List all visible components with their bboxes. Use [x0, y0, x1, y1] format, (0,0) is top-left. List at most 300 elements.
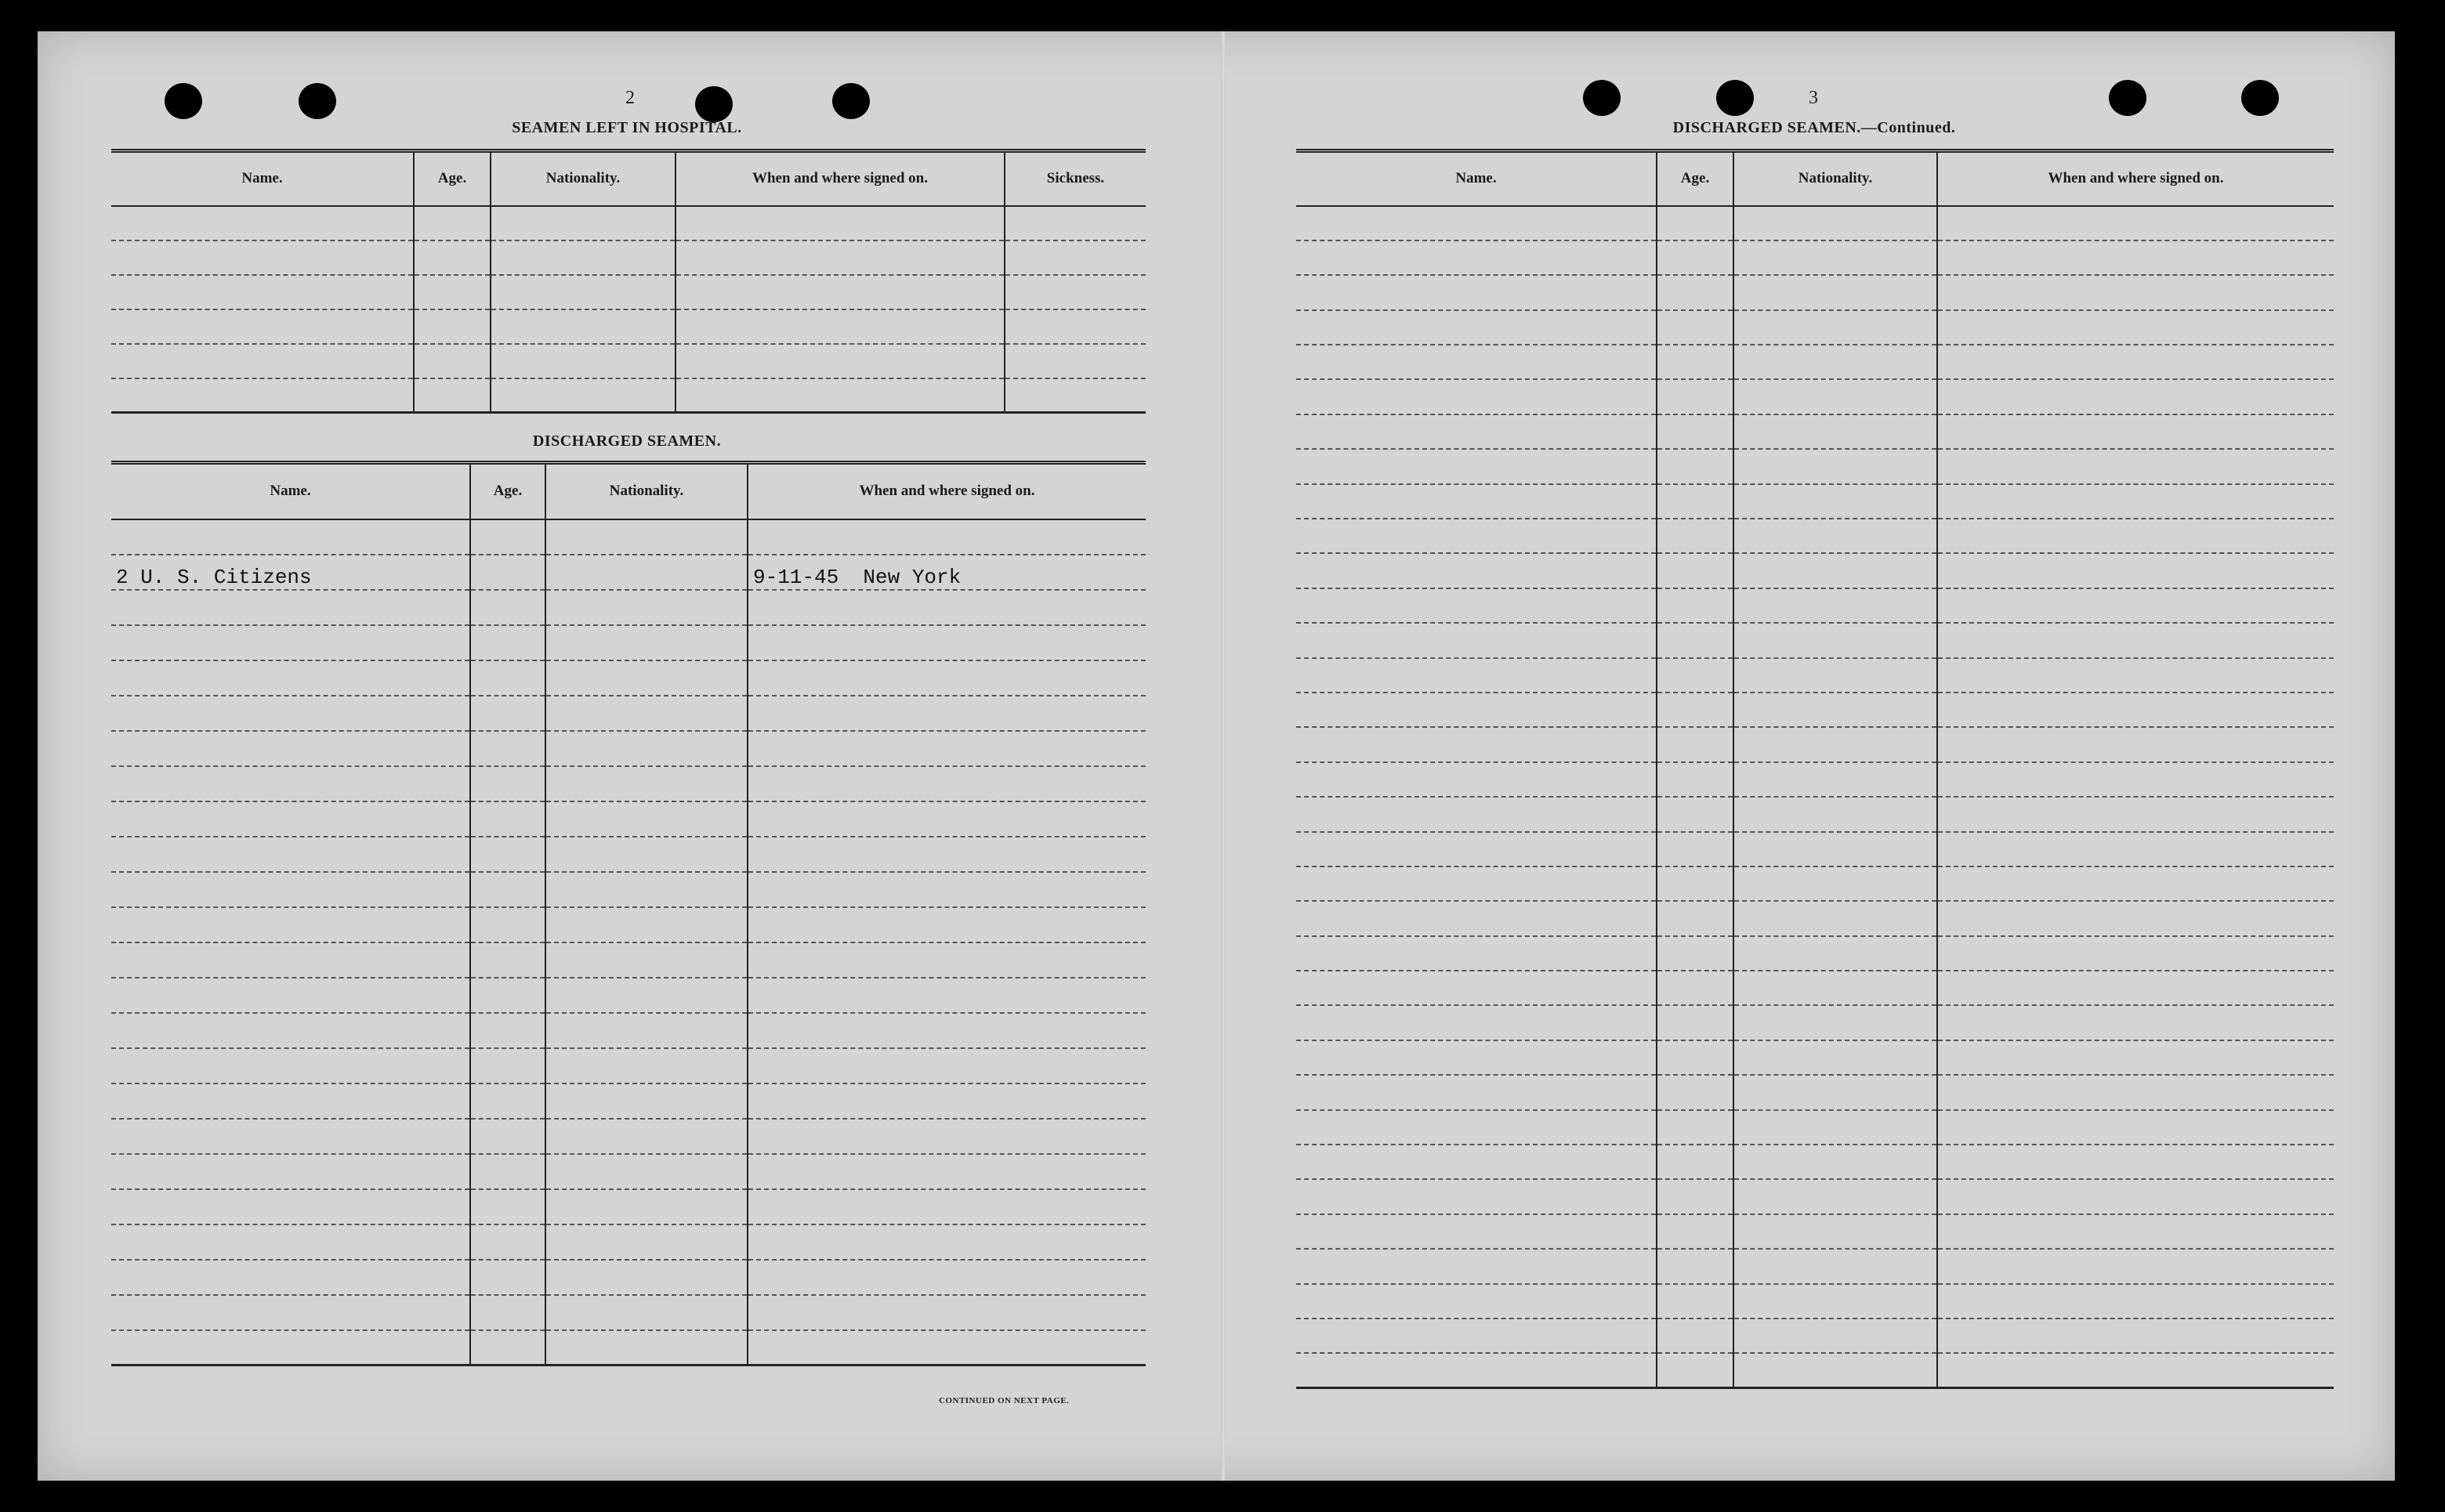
table-row	[1296, 1284, 2334, 1318]
table-cell	[545, 731, 748, 766]
column-header: When and where signed on.	[676, 151, 1005, 206]
table-cell	[414, 309, 491, 344]
table-cell	[545, 907, 748, 942]
table-cell	[1657, 1179, 1733, 1214]
table-cell	[1937, 1353, 2334, 1387]
table-cell	[1733, 1284, 1937, 1318]
table-cell	[748, 1119, 1146, 1154]
table-cell	[1005, 275, 1146, 309]
table-row	[1296, 379, 2334, 414]
table-row	[1296, 1075, 2334, 1109]
table-cell	[470, 766, 545, 801]
table-cell	[1296, 623, 1657, 657]
table-cell	[1937, 1110, 2334, 1145]
table-cell	[470, 1330, 545, 1366]
table-cell	[748, 942, 1146, 978]
table-cell	[545, 978, 748, 1013]
table-cell	[1733, 623, 1937, 657]
table-row	[1296, 658, 2334, 693]
table-cell	[1937, 1284, 2334, 1318]
table-cell	[748, 1013, 1146, 1048]
hospital-section-title: SEAMEN LEFT IN HOSPITAL.	[512, 119, 742, 136]
table-cell: 9-11-45 New York	[748, 555, 1146, 590]
table-cell	[470, 1189, 545, 1224]
punch-hole	[299, 83, 336, 119]
table-cell	[111, 309, 414, 344]
table-row	[1296, 762, 2334, 797]
table-cell	[1296, 588, 1657, 623]
table-cell	[1296, 971, 1657, 1005]
table-row	[111, 625, 1146, 660]
table-cell	[1657, 658, 1733, 693]
column-header: Nationality.	[491, 151, 676, 206]
column-header: Age.	[1657, 151, 1733, 206]
table-cell	[111, 1330, 470, 1366]
table-cell	[1657, 1040, 1733, 1075]
table-cell	[1733, 310, 1937, 345]
table-cell	[1657, 797, 1733, 831]
punch-hole	[2241, 80, 2279, 116]
table-cell	[1657, 727, 1733, 761]
table-row	[111, 942, 1146, 978]
column-header: Name.	[111, 463, 470, 519]
table-cell	[491, 241, 676, 275]
table-row	[1296, 345, 2334, 379]
table-cell	[111, 907, 470, 942]
table-cell	[545, 1224, 748, 1260]
table-cell	[1937, 762, 2334, 797]
punch-hole	[1716, 80, 1754, 116]
table-row	[1296, 449, 2334, 483]
table-cell	[1937, 519, 2334, 553]
table-cell	[111, 1260, 470, 1295]
table-row	[111, 801, 1146, 837]
table-cell	[111, 625, 470, 660]
column-header: When and where signed on.	[748, 463, 1146, 519]
table-cell	[748, 907, 1146, 942]
table-cell	[1296, 241, 1657, 275]
table-cell	[1005, 309, 1146, 344]
table-cell	[111, 660, 470, 696]
table-cell	[545, 1013, 748, 1048]
table-cell	[1296, 310, 1657, 345]
table-row	[111, 1260, 1146, 1295]
table-cell	[111, 731, 470, 766]
column-header: Age.	[414, 151, 491, 206]
table-cell	[545, 625, 748, 660]
table-row	[1296, 693, 2334, 727]
table-cell	[1657, 345, 1733, 379]
table-cell	[1657, 1214, 1733, 1249]
table-cell	[1937, 1145, 2334, 1179]
table-cell	[1937, 553, 2334, 588]
table-row	[1296, 1005, 2334, 1040]
table-cell	[1296, 1214, 1657, 1249]
punch-hole	[165, 83, 202, 119]
table-row	[1296, 553, 2334, 588]
table-cell	[470, 731, 545, 766]
table-row	[111, 555, 1146, 590]
table-cell	[470, 1083, 545, 1119]
table-cell	[748, 1189, 1146, 1224]
table-cell	[1296, 379, 1657, 414]
table-cell	[1937, 484, 2334, 519]
table-cell	[414, 241, 491, 275]
table-cell	[1937, 1249, 2334, 1283]
column-header: When and where signed on.	[1937, 151, 2334, 206]
table-cell	[1733, 519, 1937, 553]
table-cell	[470, 519, 545, 555]
table-cell	[748, 1048, 1146, 1083]
table-cell	[470, 660, 545, 696]
table-cell	[1733, 345, 1937, 379]
table-cell	[1937, 379, 2334, 414]
table-row	[1296, 1214, 2334, 1249]
table-cell	[1937, 588, 2334, 623]
table-cell	[545, 766, 748, 801]
table-row	[1296, 484, 2334, 519]
table-cell	[1937, 345, 2334, 379]
table-row	[1296, 797, 2334, 831]
table-cell	[1937, 727, 2334, 761]
table-cell	[1296, 519, 1657, 553]
table-cell	[1657, 588, 1733, 623]
table-cell	[1937, 449, 2334, 483]
table-cell	[1296, 1284, 1657, 1318]
table-row	[111, 837, 1146, 872]
table-cell	[470, 1154, 545, 1189]
table-cell	[111, 1013, 470, 1048]
table-cell	[1937, 901, 2334, 935]
page-number-left: 2	[625, 88, 635, 108]
table-cell	[111, 206, 414, 241]
table-cell	[1733, 1005, 1937, 1040]
table-cell	[111, 801, 470, 837]
table-cell	[491, 275, 676, 309]
table-cell	[414, 378, 491, 413]
table-cell	[1657, 971, 1733, 1005]
table-cell	[1657, 1318, 1733, 1353]
table-row	[1296, 901, 2334, 935]
table-cell	[1296, 901, 1657, 935]
table-cell	[1296, 1353, 1657, 1387]
table-cell	[1296, 1179, 1657, 1214]
discharged-continued-title: DISCHARGED SEAMEN.—Continued.	[1672, 119, 1956, 136]
table-cell	[1296, 414, 1657, 449]
column-header: Name.	[1296, 151, 1657, 206]
table-cell	[1733, 553, 1937, 588]
table-cell	[1733, 449, 1937, 483]
table-cell	[1733, 588, 1937, 623]
table-row	[111, 1224, 1146, 1260]
table-cell	[1733, 379, 1937, 414]
table-cell	[1657, 241, 1733, 275]
table-cell	[414, 275, 491, 309]
table-cell	[1296, 345, 1657, 379]
table-cell	[470, 1260, 545, 1295]
table-row	[1296, 206, 2334, 241]
table-row	[1296, 727, 2334, 761]
table-cell	[1296, 658, 1657, 693]
table-cell	[1296, 1040, 1657, 1075]
table-cell	[1296, 1145, 1657, 1179]
table-cell	[470, 942, 545, 978]
table-cell	[1296, 449, 1657, 483]
table-row	[1296, 623, 2334, 657]
table-cell	[491, 378, 676, 413]
table-cell	[470, 837, 545, 872]
table-cell	[111, 275, 414, 309]
table-cell	[1657, 1145, 1733, 1179]
table-cell	[1937, 1179, 2334, 1214]
table-cell	[1937, 623, 2334, 657]
table-cell	[1937, 241, 2334, 275]
table-cell	[111, 1048, 470, 1083]
table-cell	[1296, 936, 1657, 971]
table-cell	[1733, 1249, 1937, 1283]
table-row	[1296, 1145, 2334, 1179]
table-cell	[111, 1119, 470, 1154]
table-row	[1296, 1318, 2334, 1353]
table-row	[111, 344, 1146, 378]
table-cell	[111, 1295, 470, 1330]
table-cell	[491, 344, 676, 378]
page-number-right: 3	[1809, 88, 1818, 108]
table-cell	[111, 837, 470, 872]
table-cell	[470, 590, 545, 625]
table-cell	[1733, 936, 1937, 971]
table-cell	[1296, 866, 1657, 901]
table-cell	[1657, 866, 1733, 901]
continued-note: CONTINUED ON NEXT PAGE.	[939, 1396, 1070, 1405]
table-cell	[748, 1083, 1146, 1119]
table-cell	[491, 309, 676, 344]
table-cell	[470, 625, 545, 660]
table-cell	[470, 801, 545, 837]
table-cell	[1296, 1318, 1657, 1353]
table-cell	[414, 206, 491, 241]
table-cell	[1296, 1110, 1657, 1145]
table-cell	[1937, 866, 2334, 901]
table-cell	[748, 590, 1146, 625]
table-cell	[1937, 1040, 2334, 1075]
table-cell	[676, 206, 1005, 241]
table-cell	[748, 660, 1146, 696]
table-cell	[676, 344, 1005, 378]
table-cell	[1005, 378, 1146, 413]
table-cell	[1657, 206, 1733, 241]
table-cell	[1937, 658, 2334, 693]
table-cell	[1937, 971, 2334, 1005]
table-cell	[470, 872, 545, 907]
table-cell	[1657, 693, 1733, 727]
table-cell	[1296, 797, 1657, 831]
table-row	[111, 1119, 1146, 1154]
punch-hole	[2109, 80, 2146, 116]
table-row	[111, 519, 1146, 555]
table-cell	[1733, 275, 1937, 309]
table-cell	[1937, 414, 2334, 449]
table-cell	[545, 1295, 748, 1330]
table-cell	[1657, 1284, 1733, 1318]
table-cell	[748, 837, 1146, 872]
table-cell	[1296, 727, 1657, 761]
table-cell	[676, 241, 1005, 275]
discharged-table	[111, 461, 1146, 1366]
table-cell	[1733, 241, 1937, 275]
table-cell	[1657, 901, 1733, 935]
table-cell	[676, 378, 1005, 413]
table-cell	[748, 1224, 1146, 1260]
table-cell	[111, 766, 470, 801]
table-cell	[1657, 310, 1733, 345]
table-cell	[470, 1048, 545, 1083]
table-cell	[1733, 762, 1937, 797]
table-cell	[545, 555, 748, 590]
table-row	[111, 1330, 1146, 1366]
table-cell	[545, 837, 748, 872]
table-row	[111, 660, 1146, 696]
table-cell	[1296, 484, 1657, 519]
table-cell	[748, 519, 1146, 555]
table-row	[111, 907, 1146, 942]
table-cell	[1937, 206, 2334, 241]
table-cell	[748, 696, 1146, 731]
table-cell	[748, 731, 1146, 766]
table-cell	[1657, 1110, 1733, 1145]
table-cell	[1937, 832, 2334, 866]
table-cell	[1733, 1110, 1937, 1145]
table-row	[111, 696, 1146, 731]
table-cell	[1296, 1005, 1657, 1040]
column-header: Name.	[111, 151, 414, 206]
table-cell	[545, 1189, 748, 1224]
table-row	[1296, 1179, 2334, 1214]
table-cell	[545, 696, 748, 731]
table-cell	[748, 766, 1146, 801]
discharged-section-title: DISCHARGED SEAMEN.	[532, 432, 722, 450]
table-cell	[111, 590, 470, 625]
table-cell	[545, 1154, 748, 1189]
table-cell	[111, 942, 470, 978]
table-cell	[545, 1119, 748, 1154]
table-row	[1296, 936, 2334, 971]
table-cell	[545, 519, 748, 555]
table-cell	[1296, 1075, 1657, 1109]
table-cell	[545, 1048, 748, 1083]
table-cell	[1657, 449, 1733, 483]
table-row	[1296, 1110, 2334, 1145]
table-cell	[1937, 936, 2334, 971]
table-cell	[1733, 1075, 1937, 1109]
table-cell	[1937, 1214, 2334, 1249]
table-cell	[1296, 206, 1657, 241]
table-row	[1296, 414, 2334, 449]
table-cell	[1657, 275, 1733, 309]
table-cell	[111, 872, 470, 907]
table-cell	[1657, 762, 1733, 797]
table-row	[1296, 866, 2334, 901]
table-cell	[111, 1189, 470, 1224]
table-cell	[748, 1330, 1146, 1366]
table-cell	[111, 696, 470, 731]
table-cell	[111, 978, 470, 1013]
table-cell	[1733, 658, 1937, 693]
table-cell	[748, 1154, 1146, 1189]
table-cell	[748, 1295, 1146, 1330]
table-cell	[470, 1224, 545, 1260]
table-row	[111, 590, 1146, 625]
table-cell	[1937, 275, 2334, 309]
table-cell	[1657, 414, 1733, 449]
table-row	[1296, 275, 2334, 309]
table-cell	[1733, 1318, 1937, 1353]
table-cell	[1296, 693, 1657, 727]
table-cell	[111, 519, 470, 555]
table-cell	[545, 1330, 748, 1366]
table-cell	[1005, 241, 1146, 275]
table-cell	[1657, 519, 1733, 553]
table-cell	[1657, 623, 1733, 657]
table-cell	[1733, 832, 1937, 866]
table-cell	[1733, 484, 1937, 519]
table-row	[1296, 310, 2334, 345]
table-cell	[1733, 1179, 1937, 1214]
table-cell	[1733, 727, 1937, 761]
table-row	[111, 978, 1146, 1013]
table-cell	[1937, 797, 2334, 831]
table-row	[1296, 832, 2334, 866]
table-row	[111, 1013, 1146, 1048]
table-row	[1296, 519, 2334, 553]
table-cell	[111, 1154, 470, 1189]
table-row	[111, 309, 1146, 344]
table-cell	[1296, 762, 1657, 797]
punch-hole	[1583, 80, 1621, 116]
table-cell	[1937, 1005, 2334, 1040]
table-cell	[545, 1260, 748, 1295]
table-cell	[1296, 1249, 1657, 1283]
table-row	[111, 1295, 1146, 1330]
table-row	[1296, 241, 2334, 275]
table-cell	[470, 1295, 545, 1330]
table-cell	[1937, 1075, 2334, 1109]
table-cell	[470, 1119, 545, 1154]
table-cell	[1657, 1353, 1733, 1387]
table-row	[111, 1154, 1146, 1189]
table-cell	[491, 206, 676, 241]
table-cell	[1005, 344, 1146, 378]
table-cell	[1937, 310, 2334, 345]
table-cell	[470, 907, 545, 942]
table-cell	[1657, 1005, 1733, 1040]
table-cell	[1733, 901, 1937, 935]
hospital-table	[111, 149, 1146, 414]
table-cell	[1733, 414, 1937, 449]
table-cell	[1937, 693, 2334, 727]
table-row	[1296, 1353, 2334, 1387]
table-cell	[470, 555, 545, 590]
table-cell	[1657, 1075, 1733, 1109]
column-header: Sickness.	[1005, 151, 1146, 206]
table-row	[111, 731, 1146, 766]
table-cell	[748, 1260, 1146, 1295]
punch-hole	[832, 83, 870, 119]
table-cell	[414, 344, 491, 378]
table-cell	[1657, 1249, 1733, 1283]
table-cell	[748, 872, 1146, 907]
table-cell	[111, 1083, 470, 1119]
